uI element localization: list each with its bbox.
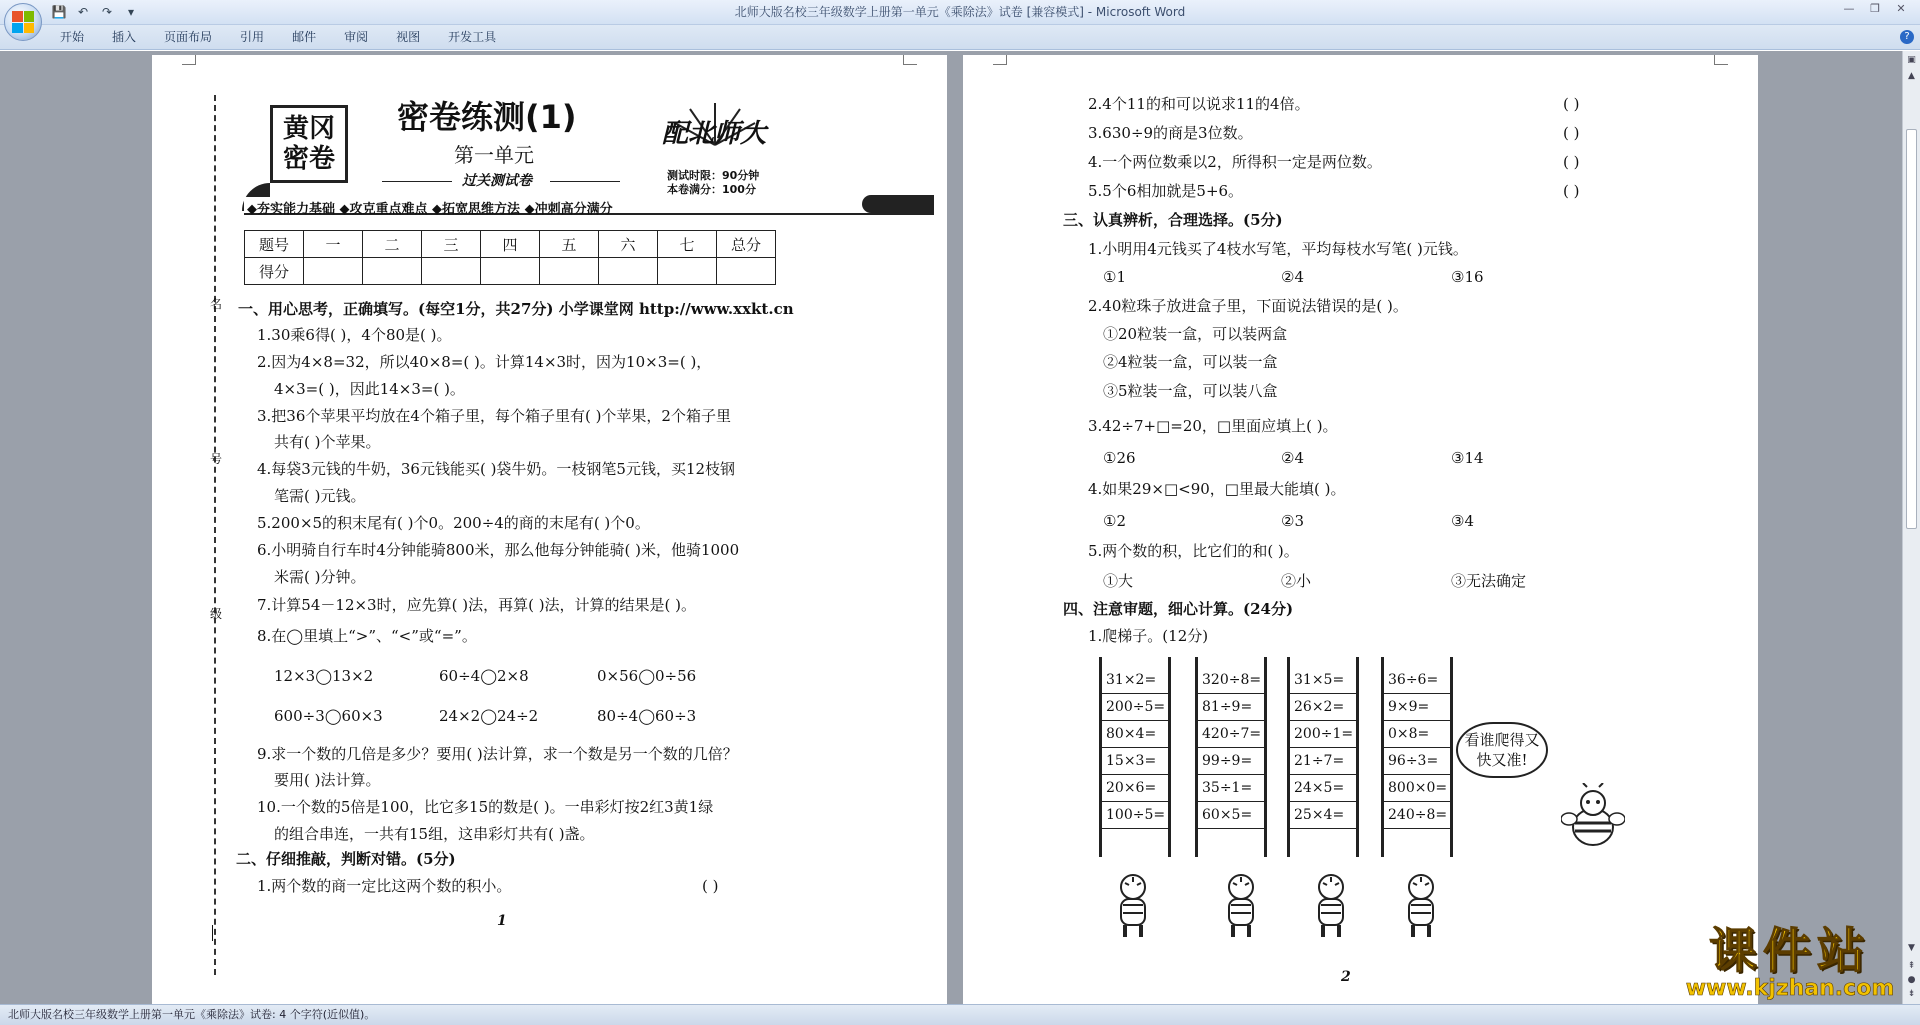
tab-review[interactable]: 审阅 — [344, 30, 369, 44]
page-number: 2 — [1341, 969, 1351, 985]
score-table-cell: 一 — [304, 231, 363, 258]
score-table-cell: 六 — [599, 231, 658, 258]
ladder-rung: 99÷9= — [1198, 748, 1264, 775]
ladder-rung: 420÷7= — [1198, 721, 1264, 748]
binding-label: 号 — [210, 452, 223, 466]
binding-label: 名 — [210, 297, 223, 311]
undo-icon[interactable]: ↶ — [77, 5, 89, 19]
tab-developer[interactable]: 开发工具 — [448, 30, 497, 44]
judge-question-1: 1.两个数的商一定比这两个数的积小。 — [257, 877, 512, 895]
question-6-line-1: 6.小明骑自行车时4分钟能骑800米，那么他每分钟能骑( )米，他骑1000 — [257, 541, 740, 559]
choice-option: ③14 — [1451, 449, 1484, 467]
ladder-rung: 31×5= — [1290, 667, 1356, 694]
ladder-rung: 100÷5= — [1102, 802, 1168, 829]
score-table-cell: 题号 — [245, 231, 304, 258]
question-5: 5.200×5的积末尾有( )个0。200÷4的商的末尾有( )个0。 — [257, 514, 650, 532]
tiger-icon — [1219, 873, 1263, 939]
text-cursor — [212, 925, 213, 941]
tab-view[interactable]: 视图 — [396, 30, 421, 44]
ladder-rung: 24×5= — [1290, 775, 1356, 802]
ladder-rung: 25×4= — [1290, 802, 1356, 829]
tiger-icon — [1309, 873, 1353, 939]
section-1-heading: 一、用心思考，正确填写。(每空1分，共27分) 小学课堂网 http://www.xxkt.cn — [238, 300, 794, 318]
answer-paren: ( ) — [1563, 95, 1580, 113]
ladder-rung: 60×5= — [1198, 802, 1264, 829]
test-full-score: 本卷满分：100分 — [667, 183, 756, 196]
choice-question-5: 5.两个数的积，比它们的和( )。 — [1088, 542, 1299, 560]
page-number: 1 — [497, 913, 507, 929]
question-7: 7.计算54－12×3时，应先算( )法，再算( )法，计算的结果是( )。 — [257, 596, 697, 614]
question-6-line-2: 米需( )分钟。 — [274, 568, 366, 586]
exam-title: 密卷练测(1) — [397, 98, 577, 136]
tab-home[interactable]: 开始 — [60, 30, 85, 44]
answer-paren: ( ) — [1563, 153, 1580, 171]
close-button[interactable]: ✕ — [1896, 2, 1906, 15]
scroll-up-icon[interactable]: ▲ — [1908, 71, 1915, 81]
tiger-icon — [1399, 873, 1443, 939]
score-table-cell: 四 — [481, 231, 540, 258]
question-2-line-2: 4×3=( )，因此14×3=( )。 — [274, 380, 465, 398]
score-table-cell: 得分 — [245, 258, 304, 285]
logo-text-bottom: 密卷 — [282, 144, 335, 174]
score-table-cell: 五 — [540, 231, 599, 258]
crop-mark — [903, 55, 917, 65]
crop-mark — [993, 55, 1007, 65]
ladder-rung: 80×4= — [1102, 721, 1168, 748]
tab-page-layout[interactable]: 页面布局 — [164, 30, 213, 44]
score-input-cell[interactable] — [422, 258, 481, 285]
choice-option: ②4 — [1281, 449, 1304, 467]
question-10-line-1: 10.一个数的5倍是100，比它多15的数是( )。一串彩灯按2红3黄1绿 — [257, 798, 714, 816]
redo-icon[interactable]: ↷ — [101, 5, 113, 19]
subtitle-rule — [382, 181, 452, 182]
previous-page-icon[interactable]: ⇞ — [1907, 961, 1916, 971]
document-page-2[interactable] — [963, 55, 1758, 1004]
ribbon-tab-bar — [0, 25, 1920, 50]
choice-option: ③16 — [1451, 268, 1484, 286]
browse-object-icon[interactable]: ● — [1907, 975, 1916, 985]
ladder-rung: 200÷1= — [1290, 721, 1356, 748]
save-icon[interactable]: 💾 — [51, 5, 67, 19]
logo-text-top: 黄冈 — [282, 114, 335, 144]
question-1: 1.30乘6得( )，4个80是( )。 — [257, 326, 452, 344]
compare-item: 80÷4◯60÷3 — [597, 707, 697, 725]
score-table-score-row — [245, 258, 776, 285]
score-table-cell: 总分 — [717, 231, 776, 258]
subtitle-rule — [550, 181, 620, 182]
compare-item: 12×3◯13×2 — [274, 667, 374, 685]
maximize-button[interactable]: ❐ — [1870, 2, 1880, 15]
unit-title: 第一单元 — [454, 143, 534, 167]
question-10-line-2: 的组合串连，一共有15组，这串彩灯共有( )盏。 — [274, 825, 595, 843]
section-4-heading: 四、注意审题，细心计算。(24分) — [1063, 600, 1294, 618]
score-input-cell[interactable] — [658, 258, 717, 285]
scroll-thumb[interactable] — [1906, 129, 1917, 529]
watermark-url: www.kjzhan.com — [1685, 976, 1895, 1001]
watermark-title: 课件站 — [1708, 923, 1871, 979]
score-input-cell[interactable] — [481, 258, 540, 285]
office-button[interactable] — [4, 3, 42, 41]
choice-option: ③无法确定 — [1451, 572, 1527, 590]
answer-paren: ( ) — [1563, 182, 1580, 200]
judge-question-3: 3.630÷9的商是3位数。 — [1088, 124, 1253, 142]
office-logo-icon — [12, 11, 34, 33]
tab-insert[interactable]: 插入 — [112, 30, 137, 44]
binding-label: 级 — [210, 607, 223, 621]
brand-logo: 配北师大 — [662, 119, 767, 149]
ruler-toggle-icon[interactable]: ▣ — [1907, 55, 1916, 65]
question-3-line-2: 共有( )个苹果。 — [274, 433, 381, 451]
ribbon-tabs — [50, 25, 506, 50]
ladder-rung: 240÷8= — [1384, 802, 1450, 829]
question-3-line-1: 3.把36个苹果平均放在4个箱子里，每个箱子里有( )个苹果，2个箱子里 — [257, 407, 731, 425]
score-input-cell[interactable] — [363, 258, 422, 285]
ladder-rung: 9×9= — [1384, 694, 1450, 721]
ladder-1 — [1099, 657, 1171, 857]
score-input-cell[interactable] — [540, 258, 599, 285]
customize-quick-access-icon[interactable]: ▾ — [127, 5, 135, 19]
ladder-rung: 31×2= — [1102, 667, 1168, 694]
motto-text: ◆夯实能力基础 ◆攻克重点难点 ◆拓宽思维方法 ◆冲刺高分满分 — [247, 202, 613, 217]
choice-option: ①1 — [1103, 268, 1126, 286]
ladder-rung: 35÷1= — [1198, 775, 1264, 802]
question-9-line-1: 9.求一个数的几倍是多少？要用( )法计算，求一个数是另一个数的几倍？ — [257, 745, 738, 763]
tiger-icon — [1111, 873, 1155, 939]
choice-option: ③4 — [1451, 512, 1474, 530]
choice-option: ②4 — [1281, 268, 1304, 286]
kjzhan-watermark — [1670, 925, 1910, 1005]
choice-option: ①大 — [1103, 572, 1134, 590]
question-4-line-2: 笔需( )元钱。 — [274, 487, 366, 505]
choice-option: ①20粒装一盒，可以装两盒 — [1103, 325, 1288, 343]
speech-bubble: 看谁爬得又快又准! — [1456, 722, 1548, 778]
choice-question-3: 3.42÷7+□=20，□里面应填上( )。 — [1088, 417, 1338, 435]
motto-band-end — [862, 195, 934, 213]
ladder-rung: 800×0= — [1384, 775, 1450, 802]
question-9-line-2: 要用( )法计算。 — [274, 771, 381, 789]
ladder-2 — [1195, 657, 1267, 857]
crop-mark — [1714, 55, 1728, 65]
quick-access-toolbar — [50, 4, 140, 20]
compare-item: 24×2◯24÷2 — [439, 707, 539, 725]
question-4-line-1: 4.每袋3元钱的牛奶，36元钱能买( )袋牛奶。一枝钢笔5元钱，买12枝钢 — [257, 460, 736, 478]
section-2-heading: 二、仔细推敲，判断对错。(5分) — [236, 850, 456, 868]
question-2-line-1: 2.因为4×8=32，所以40×8=( )。计算14×3时，因为10×3=( )， — [257, 353, 712, 371]
ladder-4 — [1381, 657, 1453, 857]
judge-question-4: 4.一个两位数乘以2，所得积一定是两位数。 — [1088, 153, 1382, 171]
choice-option: ①2 — [1103, 512, 1126, 530]
score-table-header-row — [245, 231, 776, 258]
binding-line — [214, 95, 216, 975]
score-input-cell[interactable] — [599, 258, 658, 285]
minimize-button[interactable]: — — [1843, 2, 1855, 15]
choice-question-2: 2.40粒珠子放进盒子里，下面说法错误的是( )。 — [1088, 297, 1408, 315]
test-time: 测试时限：90分钟 — [667, 169, 760, 182]
score-input-cell[interactable] — [304, 258, 363, 285]
ladder-3 — [1287, 657, 1359, 857]
ladder-rung: 96÷3= — [1384, 748, 1450, 775]
choice-option: ②4粒装一盒，可以装一盒 — [1103, 353, 1278, 371]
ladder-rung: 26×2= — [1290, 694, 1356, 721]
bee-icon — [1561, 783, 1625, 853]
score-table-cell: 二 — [363, 231, 422, 258]
crop-mark — [182, 55, 196, 65]
answer-paren: ( ) — [702, 877, 719, 895]
ladder-rung: 200÷5= — [1102, 694, 1168, 721]
compare-item: 60÷4◯2×8 — [439, 667, 529, 685]
help-icon[interactable]: ? — [1900, 30, 1914, 44]
window-title: 北师大版名校三年级数学上册第一单元《乘除法》试卷 [兼容模式] - Microsoft Word — [734, 5, 1186, 19]
ladder-rung: 36÷6= — [1384, 667, 1450, 694]
choice-option: ③5粒装一盒，可以装八盒 — [1103, 382, 1278, 400]
ladder-rung: 15×3= — [1102, 748, 1168, 775]
ladder-rung: 0×8= — [1384, 721, 1450, 748]
window-controls — [1836, 0, 1914, 18]
compare-item: 600÷3◯60×3 — [274, 707, 383, 725]
question-8: 8.在◯里填上“>”、“<”或“=”。 — [257, 627, 477, 645]
choice-option: ②3 — [1281, 512, 1304, 530]
vertical-scrollbar[interactable] — [1902, 51, 1920, 1004]
score-table-cell: 七 — [658, 231, 717, 258]
judge-question-5: 5.5个6相加就是5+6。 — [1088, 182, 1244, 200]
choice-option: ①26 — [1103, 449, 1136, 467]
document-page-1[interactable] — [152, 55, 947, 1004]
score-input-cell[interactable] — [717, 258, 776, 285]
compare-item: 0×56◯0÷56 — [597, 667, 697, 685]
ladder-rung: 81÷9= — [1198, 694, 1264, 721]
judge-question-2: 2.4个11的和可以说求11的4倍。 — [1088, 95, 1310, 113]
huanggang-logo — [270, 105, 348, 183]
choice-question-4: 4.如果29×□<90，□里最大能填( )。 — [1088, 480, 1346, 498]
ladder-rung: 20×6= — [1102, 775, 1168, 802]
tab-mailings[interactable]: 邮件 — [292, 30, 317, 44]
section-3-heading: 三、认真辨析，合理选择。(5分) — [1063, 211, 1283, 229]
status-bar — [0, 1004, 1920, 1025]
choice-option: ②小 — [1281, 572, 1312, 590]
score-table-cell: 三 — [422, 231, 481, 258]
score-table — [244, 230, 776, 285]
choice-question-1: 1.小明用4元钱买了4枝水写笔，平均每枝水写笔( )元钱。 — [1088, 240, 1468, 258]
ladder-question: 1.爬梯子。(12分) — [1088, 627, 1209, 645]
ladder-rung: 320÷8= — [1198, 667, 1264, 694]
next-page-icon[interactable]: ⇟ — [1907, 989, 1916, 999]
tab-references[interactable]: 引用 — [240, 30, 265, 44]
status-text: 北师大版名校三年级数学上册第一单元《乘除法》试卷: 4 个字符(近似值)。 — [8, 1008, 376, 1021]
ladder-rung: 21÷7= — [1290, 748, 1356, 775]
title-bar — [0, 0, 1920, 25]
exam-subtitle: 过关测试卷 — [462, 173, 532, 189]
answer-paren: ( ) — [1563, 124, 1580, 142]
scroll-down-icon[interactable]: ▼ — [1908, 943, 1915, 953]
